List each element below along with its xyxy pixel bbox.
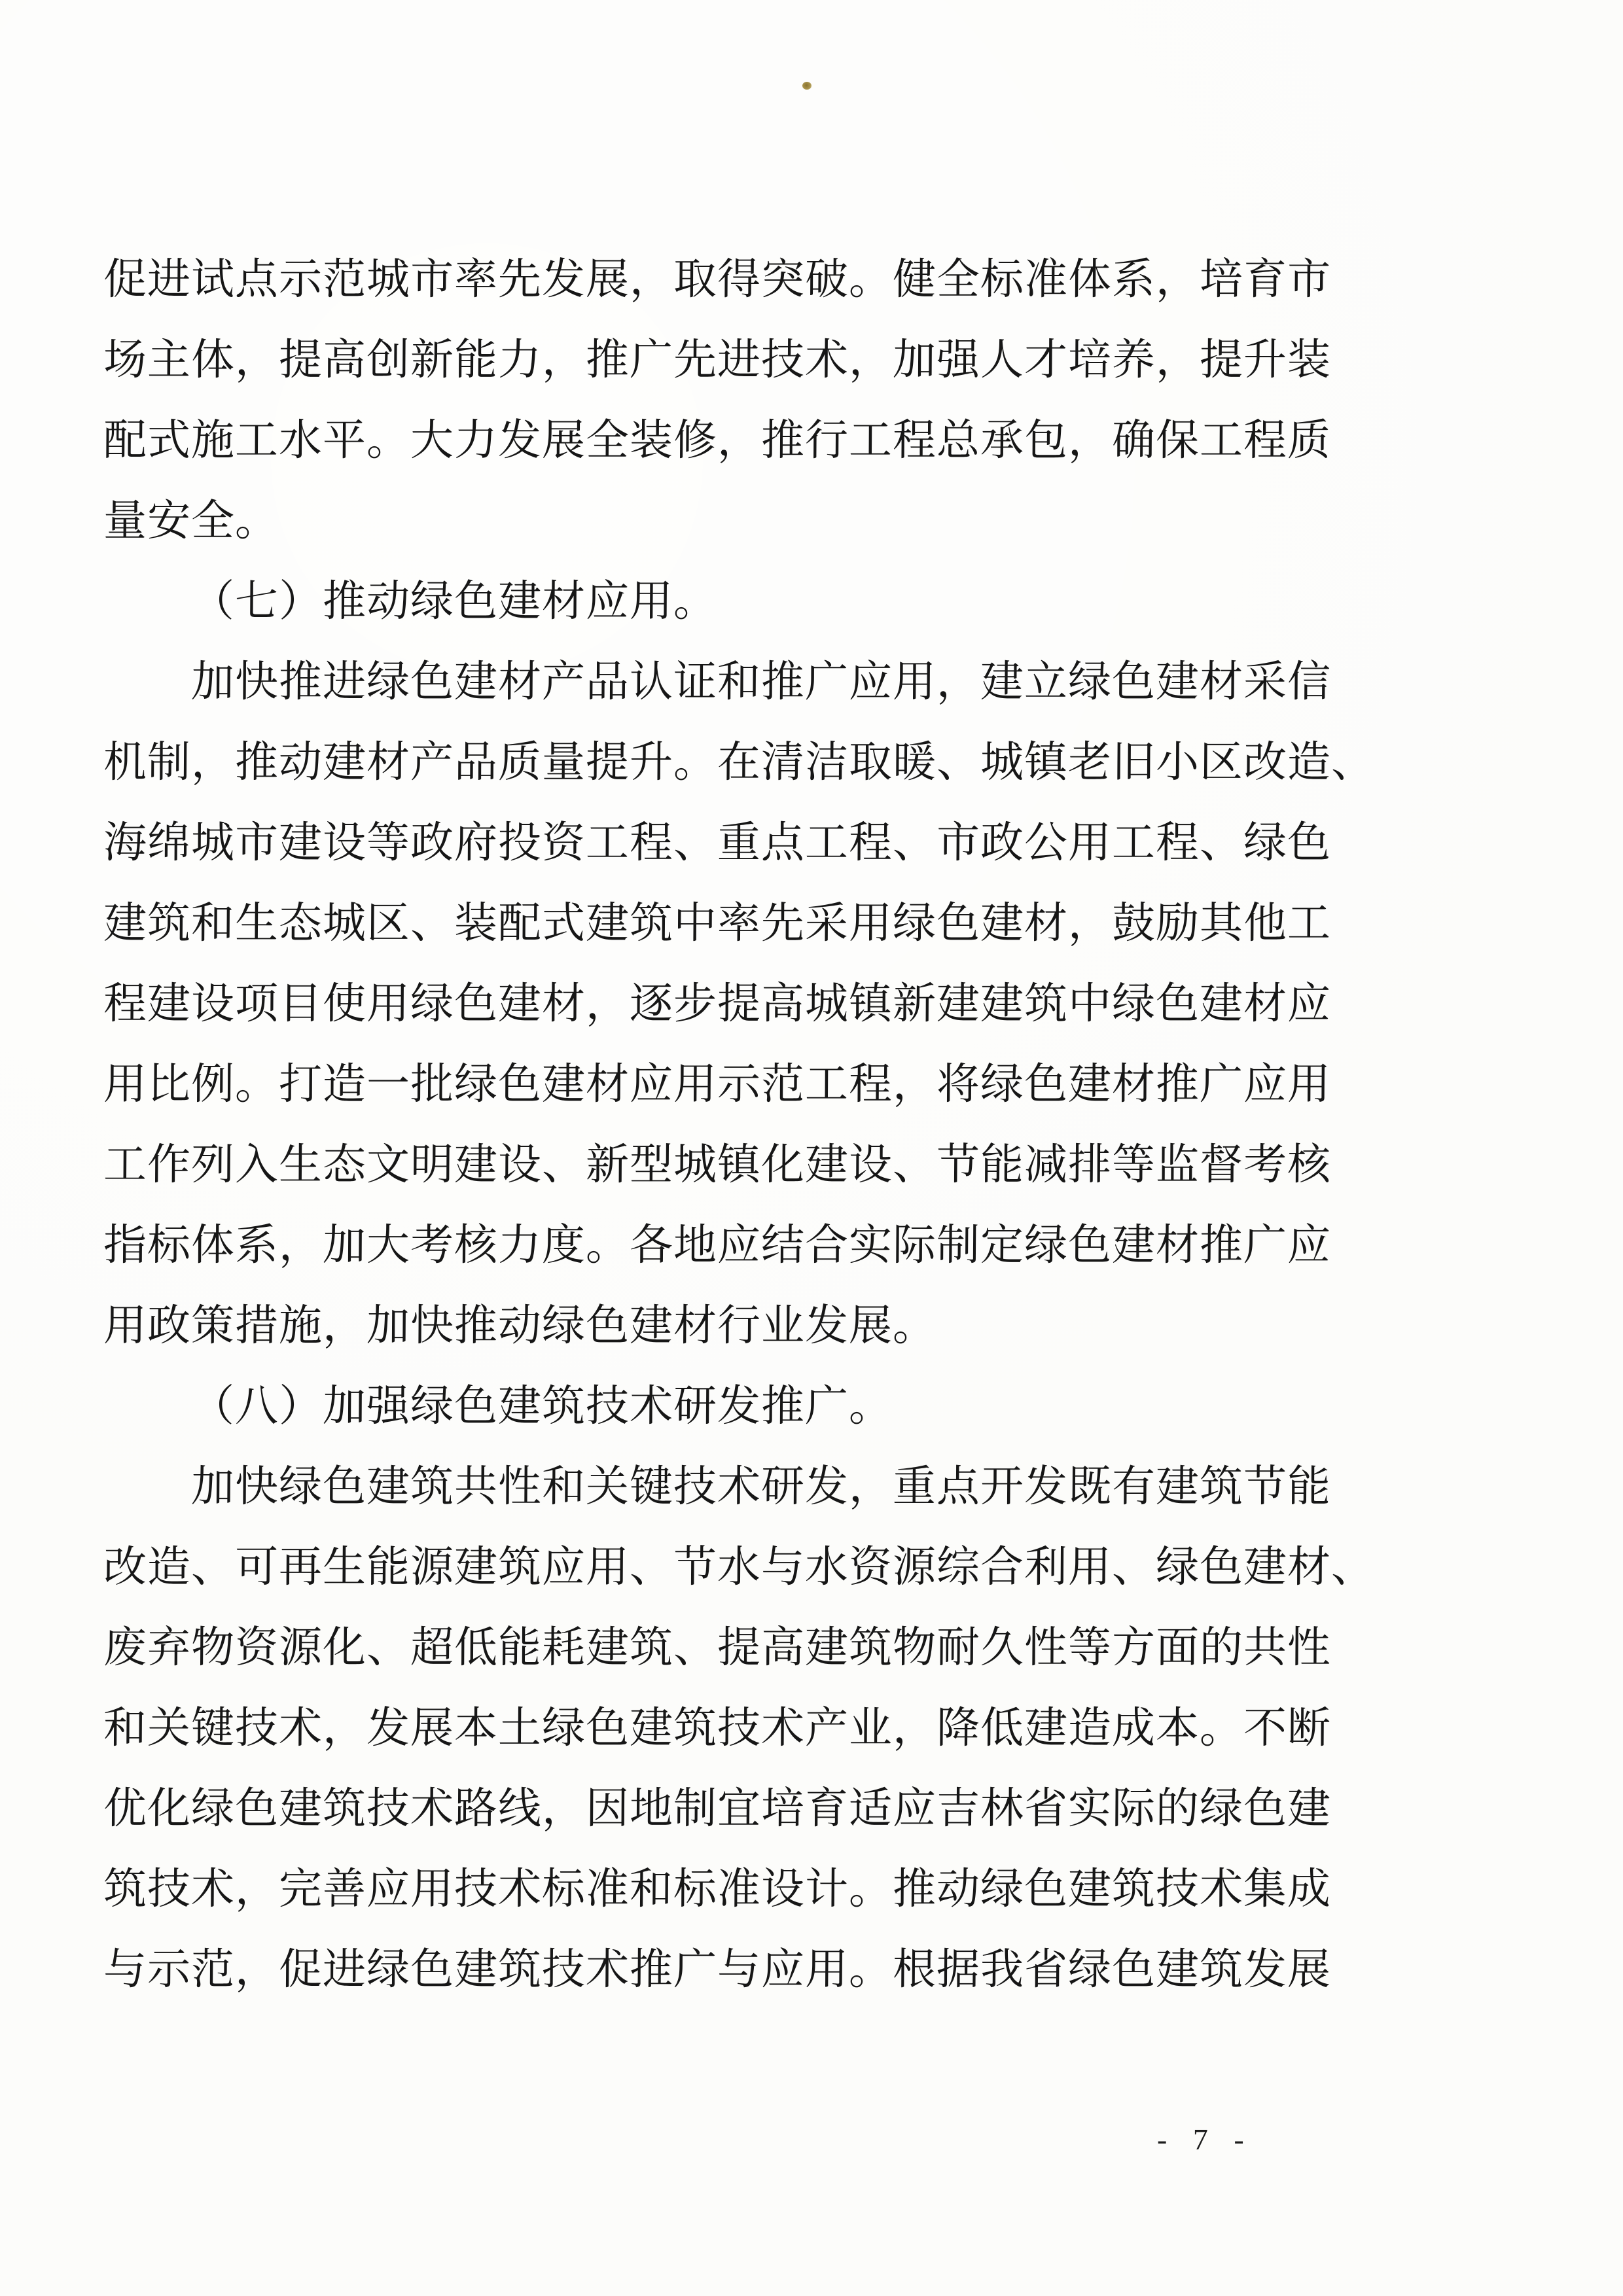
text-line: 优化绿色建筑技术路线，因地制宜培育适应吉林省实际的绿色建 bbox=[103, 1785, 1332, 1833]
text-line: 促进试点示范城市率先发展，取得突破。健全标准体系，培育市 bbox=[103, 256, 1332, 304]
text-line: 筑技术，完善应用技术标准和标准设计。推动绿色建筑技术集成 bbox=[103, 1865, 1332, 1913]
scan-speck-dot bbox=[802, 82, 812, 90]
text-line: 加快绿色建筑共性和关键技术研发，重点开发既有建筑节能 bbox=[190, 1463, 1332, 1511]
text-line: 改造、可再生能源建筑应用、节水与水资源综合利用、绿色建材、 bbox=[103, 1544, 1376, 1591]
text-line: 场主体，提高创新能力，推广先进技术，加强人才培养，提升装 bbox=[103, 336, 1332, 384]
text-line: 建筑和生态城区、装配式建筑中率先采用绿色建材，鼓励其他工 bbox=[103, 900, 1332, 947]
text-line: 配式施工水平。大力发展全装修，推行工程总承包，确保工程质 bbox=[103, 417, 1332, 465]
text-line: 海绵城市建设等政府投资工程、重点工程、市政公用工程、绿色 bbox=[103, 819, 1332, 867]
text-line: 程建设项目使用绿色建材，逐步提高城镇新建建筑中绿色建材应 bbox=[103, 980, 1332, 1028]
text-line: 加快推进绿色建材产品认证和推广应用，建立绿色建材采信 bbox=[190, 658, 1332, 706]
text-line: 机制，推动建材产品质量提升。在清洁取暖、城镇老旧小区改造、 bbox=[103, 739, 1376, 786]
document-body bbox=[103, 239, 1376, 2010]
text-line: 废弃物资源化、超低能耗建筑、提高建筑物耐久性等方面的共性 bbox=[103, 1624, 1332, 1672]
text-line: 用政策措施，加快推动绿色建材行业发展。 bbox=[103, 1302, 937, 1350]
text-line: 工作列入生态文明建设、新型城镇化建设、节能减排等监督考核 bbox=[103, 1141, 1332, 1189]
text-line: 量安全。 bbox=[103, 497, 279, 545]
section-heading-7: （七）推动绿色建材应用。 bbox=[190, 578, 718, 626]
text-line: 指标体系，加大考核力度。各地应结合实际制定绿色建材推广应 bbox=[103, 1222, 1332, 1269]
text-line: 用比例。打造一批绿色建材应用示范工程，将绿色建材推广应用 bbox=[103, 1061, 1332, 1108]
page-number: - 7 - bbox=[1157, 2123, 1253, 2156]
text-line: 与示范，促进绿色建筑技术推广与应用。根据我省绿色建筑发展 bbox=[103, 1946, 1332, 1994]
text-line: 和关键技术，发展本土绿色建筑技术产业，降低建造成本。不断 bbox=[103, 1704, 1332, 1752]
section-heading-8: （八）加强绿色建筑技术研发推广。 bbox=[190, 1383, 893, 1430]
